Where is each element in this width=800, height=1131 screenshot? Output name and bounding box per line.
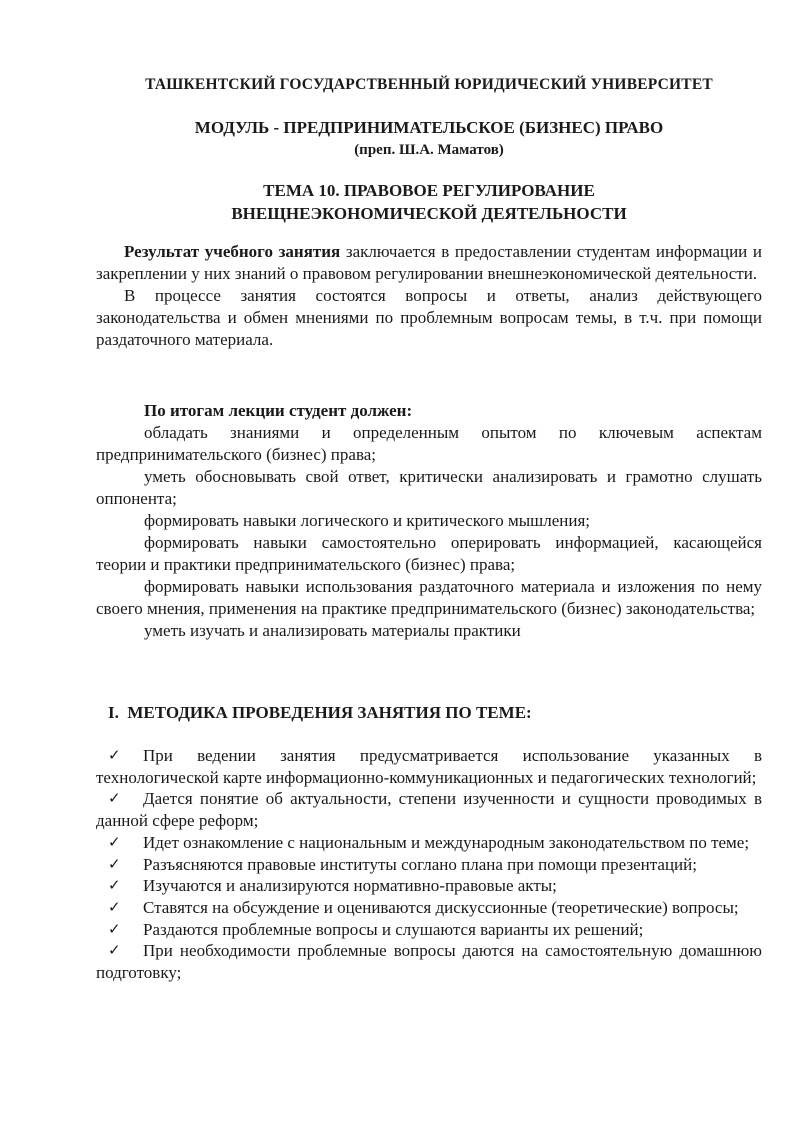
checkmark-icon: ✓ xyxy=(108,832,121,851)
list-item-text: Дается понятие об актуальности, степени изученности и сущности проводимых в данной сфере реформ; xyxy=(96,789,762,831)
list-item xyxy=(96,897,762,919)
section-heading: I. МЕТОДИКА ПРОВЕДЕНИЯ ЗАНЯТИЯ ПО ТЕМЕ: xyxy=(108,703,532,722)
list-item-text: Ставятся на обсуждение и оцениваются дискуссионные (теоретические) вопросы; xyxy=(143,897,739,917)
list-item xyxy=(96,788,762,831)
list-item-text: Разъясняются правовые институты соглано плана при помощи презентаций; xyxy=(143,854,697,874)
list-item-text: Раздаются проблемные вопросы и слушаются варианты их решений; xyxy=(143,919,644,939)
list-item xyxy=(96,875,762,897)
checkmark-icon: ✓ xyxy=(108,789,121,808)
list-item xyxy=(96,832,762,854)
list-item xyxy=(96,854,762,876)
checkmark-icon: ✓ xyxy=(108,854,121,873)
result-label: Результат учебного занятия xyxy=(124,242,341,261)
university-name: ТАШКЕНТСКИЙ ГОСУДАРСТВЕННЫЙ ЮРИДИЧЕСКИЙ УНИВЕРСИТЕТ xyxy=(145,76,713,93)
list-item-text: При необходимости проблемные вопросы даются на самостоятельную домашнюю подготовку; xyxy=(96,941,762,983)
methodology-list xyxy=(96,745,762,984)
topic-line-2: ВНЕЩНЕЭКОНОМИЧЕСКОЙ ДЕЯТЕЛЬНОСТИ xyxy=(231,204,627,223)
list-item xyxy=(96,940,762,983)
topic-title xyxy=(96,179,762,225)
checkmark-icon: ✓ xyxy=(108,941,121,960)
list-item xyxy=(96,745,762,788)
list-item-text: Идет ознакомление с национальным и международным законодательством по теме; xyxy=(143,832,750,852)
outcome-item: уметь изучать и анализировать материалы практики xyxy=(144,621,521,640)
list-item-text: При ведении занятия предусматривается использование указанных в технологической карте информационно-коммуникационных и педагогических технологий; xyxy=(96,746,762,787)
outcome-item: обладать знаниями и определенным опытом по ключевым аспектам предпринимательского (бизнес) права; xyxy=(96,423,762,464)
checkmark-icon: ✓ xyxy=(108,897,121,916)
topic-line-1: ТЕМА 10. ПРАВОВОЕ РЕГУЛИРОВАНИЕ xyxy=(263,181,595,200)
outcome-item: формировать навыки логического и критического мышления; xyxy=(144,511,590,530)
list-item xyxy=(96,919,762,941)
outcome-item: формировать навыки использования раздаточного материала и изложения по нему своего мнения, применения на практике предпринимательского (бизнес) законодательства; xyxy=(96,577,762,618)
list-item-text: Изучаются и анализируются нормативно-правовые акты; xyxy=(143,876,557,896)
outcomes-block xyxy=(96,400,762,642)
module-title: МОДУЛЬ - ПРЕДПРИНИМАТЕЛЬСКОЕ (БИЗНЕС) ПРАВО xyxy=(194,118,664,137)
intro-block xyxy=(96,241,762,351)
process-paragraph: В процессе занятия состоятся вопросы и ответы, анализ действующего законодательства и обмен мнениями по проблемным вопросам темы, в т.ч. при помощи раздаточного материала. xyxy=(96,286,762,349)
checkmark-icon: ✓ xyxy=(108,876,121,895)
checkmark-icon: ✓ xyxy=(108,919,121,938)
result-text: заключается в предоставлении студентам информации и закреплении у них знаний о правовом регулировании внешнеэкономической деятельности. xyxy=(96,242,762,283)
checkmark-icon: ✓ xyxy=(108,746,121,764)
outcomes-heading: По итогам лекции студент должен: xyxy=(144,401,413,420)
outcome-item: уметь обосновывать свой ответ, критически анализировать и грамотно слушать оппонента; xyxy=(96,467,762,508)
outcome-item: формировать навыки самостоятельно оперировать информацией, касающейся теории и практики предпринимательского (бизнес) права; xyxy=(96,533,762,574)
result-paragraph xyxy=(96,241,762,285)
teacher-name: (преп. Ш.А. Маматов) xyxy=(354,142,504,158)
